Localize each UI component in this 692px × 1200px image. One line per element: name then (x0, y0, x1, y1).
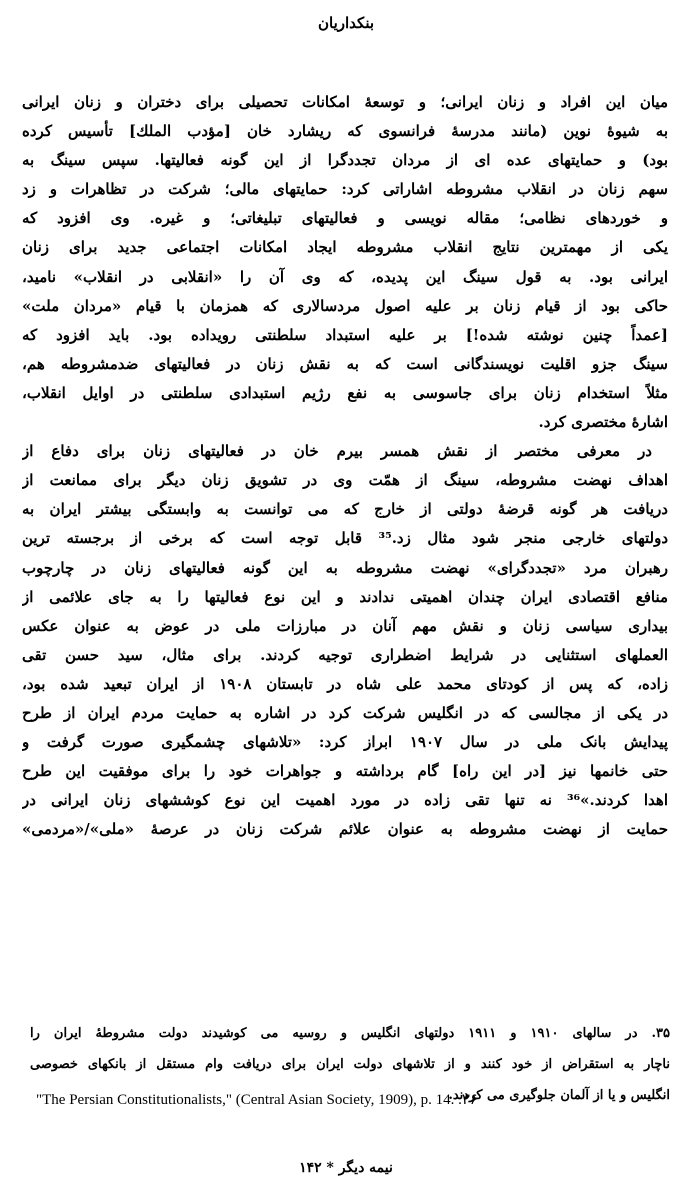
footnote-35-line: ۳۵. در سالهای ۱۹۱۰ و ۱۹۱۱ دولتهای انگلیس و روسیه می کوشیدند دولت مشروطهٔ ایران را (30, 1026, 670, 1041)
body-text (22, 88, 668, 844)
text-line: حتی خانمها نیز [در این راه] گام برداشته و جواهرات خود را برای موفقیت این طرح (22, 762, 668, 781)
text-line: اهداف نهضت مشروطه، سینگ از همّت وی در تشویق زنان دیگر برای ممانعت از (22, 471, 668, 490)
running-head: بنکداریان (317, 14, 375, 32)
text-line: رهبران مرد «تجددگرای» نهضت مشروطه به این گونه فعالیتهای زنان در چارچوب (22, 558, 668, 577)
text-line: [عمداً چنین نوشته شده!] بر علیه استبداد سلطنتی رویداده بود. باید افزود که (22, 325, 668, 344)
text-line: یکی از مهمترین نتایج انقلاب مشروطه ایجاد امکانات اجتماعی جدید برای زنان (22, 238, 668, 257)
text-line: العملهای استثنایی در شرایط اضطراری توجیه کردند. برای مثال، سید حسن تقی (22, 645, 668, 664)
text-line: و خوردهای نظامی؛ مقاله نویسی و فعالیتهای تبلیغاتی؛ و غیره. وی افزود که (22, 209, 668, 228)
text-line: اشارهٔ مختصری کرد. (538, 413, 668, 432)
text-line: سینگ جزو اقلیت نویسندگانی است که به نقش زنان در فعالیتهای ضدمشروطه هم، (22, 354, 668, 373)
text-line: ایرانی بود. به قول سینگ این پدیده، که وی آن را «انقلابی در انقلاب» نامید، (22, 267, 668, 286)
text-line: حمایت از نهضت مشروطه به عنوان علائم شرکت زنان در عرصهٔ «ملی»/«مردمی» (22, 820, 668, 839)
text-line: اهدا کردند.»³⁶ نه تنها تقی زاده در مورد اهمیت این نوع کوششهای زنان ایرانی در (22, 791, 668, 810)
text-line: بیداری سیاسی زنان و نقش مهم آنان در مبارزات ملی در عوض به عنوان عکس (22, 616, 668, 635)
text-line: در معرفی مختصر از نقش همسر بیرم خان در فعالیتهای زنان برای دفاع از (22, 442, 652, 461)
text-line: مثلاً استخدام زنان برای جاسوسی به نفع رژیم استبدادی سلطنتی در اوایل انقلاب، (22, 383, 668, 402)
text-line: زاده، که پس از کودتای محمد علی شاه در تابستان ۱۹۰۸ از ایران تبعید شده بود، (22, 674, 668, 693)
text-line: منافع اقتصادی ایران چندان اهمیتی ندادند و این نوع فعالیتها را به جای علائمی از (22, 587, 668, 606)
footnote-35-line: ناچار به استقراض از خود کنند و از تلاشهای دولت ایران برای دریافت وام مستقل از بانکهای خصوصی (30, 1057, 670, 1072)
page-footer: نیمه دیگر * ۱۴۲ (299, 1160, 393, 1176)
text-line: میان این افراد و زنان ایرانی؛ و توسعهٔ امکانات تحصیلی برای دختران و زنان ایرانی (22, 93, 668, 111)
text-line: دریافت هر گونه قرضهٔ دولتی از خارج که می توانست به وابستگی بیشتر ایران به (22, 500, 668, 519)
text-line: پیدایش بانک ملی در سال ۱۹۰۷ ابراز کرد: «تلاشهای چشمگیری صورت گرفت و (22, 733, 668, 752)
paragraph-1 (22, 88, 668, 437)
footnote-35-line: انگلیس و یا از آلمان جلوگیری می کردند. (448, 1088, 670, 1103)
text-line: حاکی بود از قیام زنان بر علیه اصول مردسالاری که همزمان با قیام «مردان ملت» (22, 296, 668, 315)
text-line: سهم زنان در انقلاب مشروطه اشاراتی کرد: حمایتهای مالی؛ شرکت در تظاهرات و زد (22, 180, 668, 199)
text-line: دولتهای خارجی منجر شود مثال زد.³⁵ قابل توجه است که برخی از برجسته ترین (22, 529, 668, 548)
paragraph-2 (22, 437, 668, 844)
text-line: به شیوهٔ نوین (مانند مدرسهٔ فرانسوی که ریشارد خان [مؤدب الملك] تأسیس کرده (22, 122, 668, 141)
text-line: در یکی از مجالسی که در انگلیس شرکت کرد در اشاره به حمایت مردم ایران از طرح (22, 703, 668, 722)
text-line: بود) و حمایتهای عده ای از مردان تجددگرا از این گونه فعالیتها. سپس سینگ به (22, 151, 668, 170)
footnote-36: "The Persian Constitutionalists," (Central Asian Society, 1909), p. 14. .۳۶ (36, 1092, 478, 1108)
